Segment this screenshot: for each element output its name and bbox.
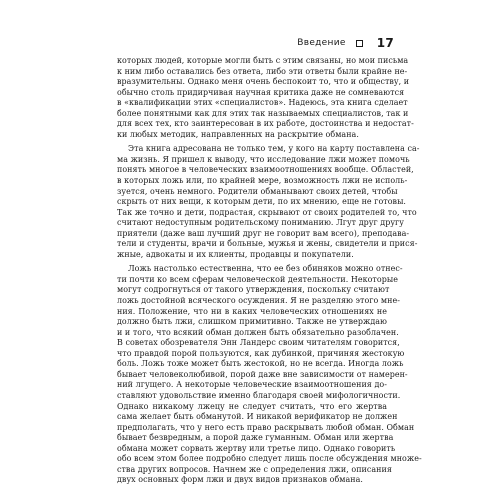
text-line: ния. Положение, что ни в каких человеческих отношениях не bbox=[117, 306, 387, 316]
square-ornament-icon bbox=[356, 40, 363, 47]
paragraph bbox=[117, 144, 420, 260]
text-line: которых людей, которые могли быть с этим связаны, но мои письма bbox=[117, 56, 409, 65]
text-line: скрыть от них вещи, к которым дети, по их мнению, еще не готовы. bbox=[117, 197, 407, 207]
text-line: считают недоступным родительскому пониманию. Лгут друг другу bbox=[117, 218, 404, 228]
page-number: 17 bbox=[376, 36, 394, 50]
text-line: боль. Ложь тоже может быть жестокой, но не всегда. Иногда ложь bbox=[117, 359, 404, 369]
text-line: в «квалификации этих «специалистов». Надеюсь, эта книга сделает bbox=[117, 98, 408, 108]
text-line: Эта книга адресована не только тем, у кого на карту поставлена са- bbox=[128, 144, 420, 154]
paragraph bbox=[117, 264, 422, 485]
text-line: ма жизнь. Я пришел к выводу, что исследование лжи может помочь bbox=[117, 154, 410, 164]
text-line: обо всем этом более подробно следует лишь после обсуждения множе- bbox=[117, 454, 422, 464]
text-line: должно быть лжи, слишком примитивно. Также не утверждаю bbox=[117, 317, 387, 327]
text-line: ставляют удовольствие именно благодаря своей мифологичности. bbox=[117, 390, 401, 400]
text-line: вразумительны. Однако меня очень беспокоит то, что и обществу, и bbox=[117, 77, 410, 87]
text-line: В советах обозревателя Энн Ландерс своим читателям говорится, bbox=[117, 338, 400, 348]
text-line: Однако никакому лжецу не следует считать, что его жертва bbox=[117, 401, 387, 411]
text-line: обмана может сорвать жертву или третье лицо. Однако говорить bbox=[117, 443, 396, 453]
body-text bbox=[117, 56, 422, 486]
text-line: к ним либо оставались без ответа, либо эти ответы были крайне не- bbox=[117, 66, 408, 76]
paragraph bbox=[117, 56, 414, 140]
text-line: сама желает быть обманутой. И никакой верификатор не должен bbox=[117, 412, 398, 422]
running-header bbox=[297, 36, 394, 50]
text-line: двух основных форм лжи и двух видов признаков обмана. bbox=[117, 475, 363, 485]
text-line: ства других вопросов. Начнем же с определения лжи, описания bbox=[117, 464, 392, 474]
text-line: ки любых методик, направленных на раскрытие обмана. bbox=[117, 129, 359, 139]
text-line: ний лгущего. А некоторые человеческие взаимоотношения до- bbox=[117, 380, 387, 390]
text-line: понять многое в человеческих взаимоотношениях вообще. Областей, bbox=[117, 165, 414, 175]
text-line: ти почти ко всем сферам человеческой деятельности. Некоторые bbox=[117, 274, 398, 284]
text-line: в которых ложь или, по крайней мере, возможность лжи не исполь- bbox=[117, 176, 408, 186]
text-line: и и того, что всякий обман должен быть обязательно разоблачен. bbox=[117, 327, 399, 337]
text-line: Ложь настолько естественна, что ее без обиняков можно отнес- bbox=[128, 264, 403, 274]
text-line: для всех тех, кто заинтересован в их работе, достоинства и недостат- bbox=[117, 119, 414, 129]
text-line: ложь достойной всяческого осуждения. Я не разделяю этого мне- bbox=[117, 296, 400, 306]
text-line: бывает безвредным, а порой даже гуманным. Обман или жертва bbox=[117, 433, 394, 443]
text-line: предполагать, что у него есть право раскрывать любой обман. Обман bbox=[117, 422, 415, 432]
text-line: бывает человеколюбивой, порой даже вне зависимости от намерен- bbox=[117, 369, 408, 379]
text-line: зуется, очень немного. Родители обманывают своих детей, чтобы bbox=[117, 186, 398, 196]
text-line: жные, адвокаты и их клиенты, продавцы и покупатели. bbox=[117, 249, 354, 259]
text-line: тели и студенты, врачи и больные, мужья и жены, свидетели и прися- bbox=[117, 239, 418, 249]
section-title: Введение bbox=[297, 38, 346, 48]
text-line: обычно столь придирчивая научная критика даже не сомневаются bbox=[117, 87, 405, 97]
text-line: что правдой порой пользуются, как дубинкой, причиняя жестокую bbox=[117, 348, 405, 358]
text-line: Так же точно и дети, подрастая, скрывают от своих родителей то, что bbox=[117, 207, 417, 217]
text-line: более понятными как для этих так называемых специалистов, так и bbox=[117, 108, 409, 118]
text-line: приятели (даже ваш лучший друг не говорит вам всего), преподава- bbox=[117, 228, 410, 238]
text-line: могут содрогнуться от такого утверждения, поскольку считают bbox=[117, 285, 390, 295]
